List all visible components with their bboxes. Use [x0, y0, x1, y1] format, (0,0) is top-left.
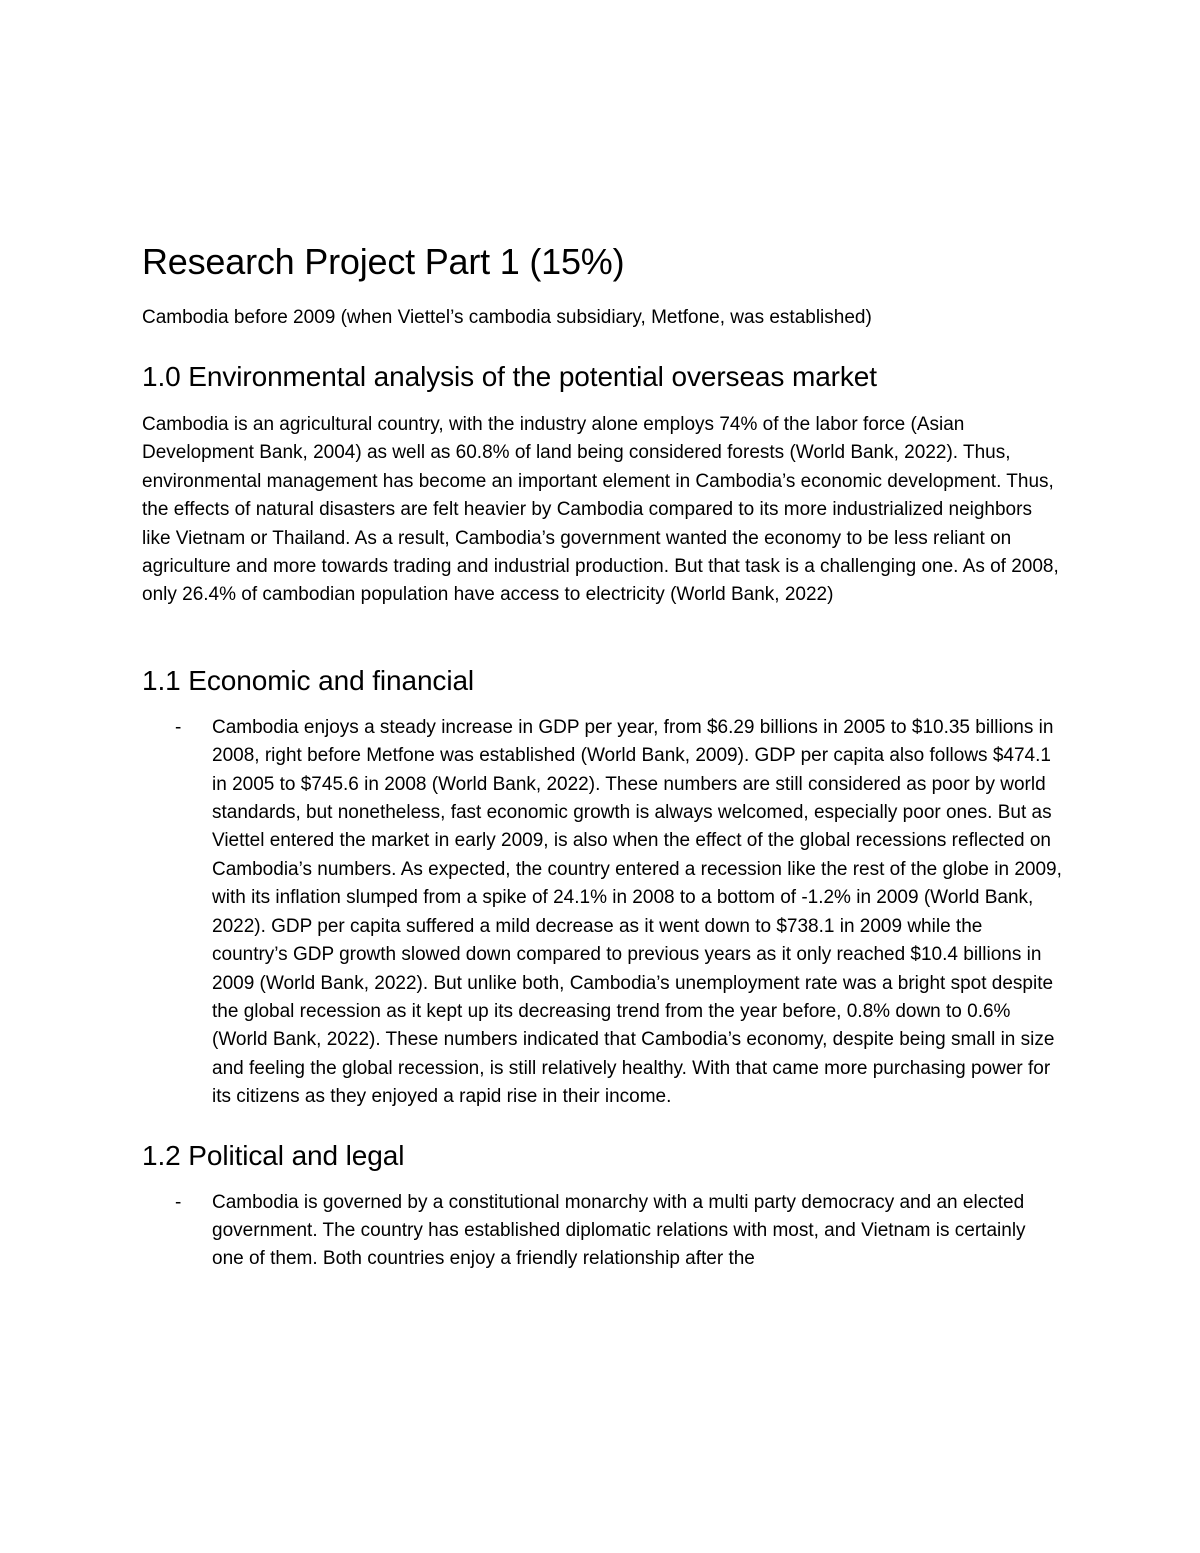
document-title: Research Project Part 1 (15%)	[142, 241, 625, 282]
section-heading-environmental: 1.0 Environmental analysis of the potential overseas market	[142, 361, 877, 392]
list-item	[142, 714, 1062, 1112]
economic-bullet-list	[142, 714, 1062, 1112]
bullet-dash: -	[175, 716, 182, 738]
document-page	[142, 240, 1062, 1274]
bullet-text-economic: Cambodia enjoys a steady increase in GDP per year, from $6.29 billions in 2005 to $10.35 billions in 2008, right before Metfone was established (World Bank, 2009). GDP per capita also follows $474.1 in 2005 to $745.6 in 2008 (World Bank, 2022). These numbers are still considered as poor by world standards, but nonetheless, fast economic growth is always welcomed, especially poor ones. But as Viettel entered the market in early 2009, is also when the effect of the global recessions reflected on Cambodia’s numbers. As expected, the country entered a recession like the rest of the globe in 2009, with its inflation slumped from a spike of 24.1% in 2008 to a bottom of -1.2% in 2009 (World Bank, 2022). GDP per capita suffered a mild decrease as it went down to $738.1 in 2009 while the country’s GDP growth slowed down compared to previous years as it only reached $10.4 billions in 2009 (World Bank, 2022). But unlike both, Cambodia’s unemployment rate was a bright spot despite the global recession as it kept up its decreasing trend from the year before, 0.8% down to 0.6% (World Bank, 2022). These numbers indicated that Cambodia’s economy, despite being small in size and feeling the global recession, is still relatively healthy. With that came more purchasing power for its citizens as they enjoyed a rapid rise in their income.	[212, 716, 1062, 1108]
section-heading-political: 1.2 Political and legal	[142, 1139, 405, 1171]
political-bullet-list	[142, 1189, 1062, 1274]
document-subtitle: Cambodia before 2009 (when Viettel’s cambodia subsidiary, Metfone, was established)	[142, 307, 872, 328]
bullet-dash: -	[175, 1191, 182, 1213]
section-heading-economic: 1.1 Economic and financial	[142, 664, 475, 696]
section-body-environmental: Cambodia is an agricultural country, with the industry alone employs 74% of the labor force (Asian Development Bank, 2004) as well as 60.8% of land being considered forests (World Bank, 2022). Thus, environmental management has become an important element in Cambodia’s economic development. Thus, the effects of natural disasters are felt heavier by Cambodia compared to its more industrialized neighbors like Vietnam or Thailand. As a result, Cambodia’s government wanted the economy to be less reliant on agriculture and more towards trading and industrial production. But that task is a challenging one. As of 2008, only 26.4% of cambodian population have access to electricity (World Bank, 2022)	[142, 414, 1059, 606]
list-item	[142, 1189, 1062, 1274]
bullet-text-political: Cambodia is governed by a constitutional monarchy with a multi party democracy and an elected government. The country has established diplomatic relations with most, and Vietnam is certainly one of them. Both countries enjoy a friendly relationship after the	[212, 1191, 1026, 1270]
